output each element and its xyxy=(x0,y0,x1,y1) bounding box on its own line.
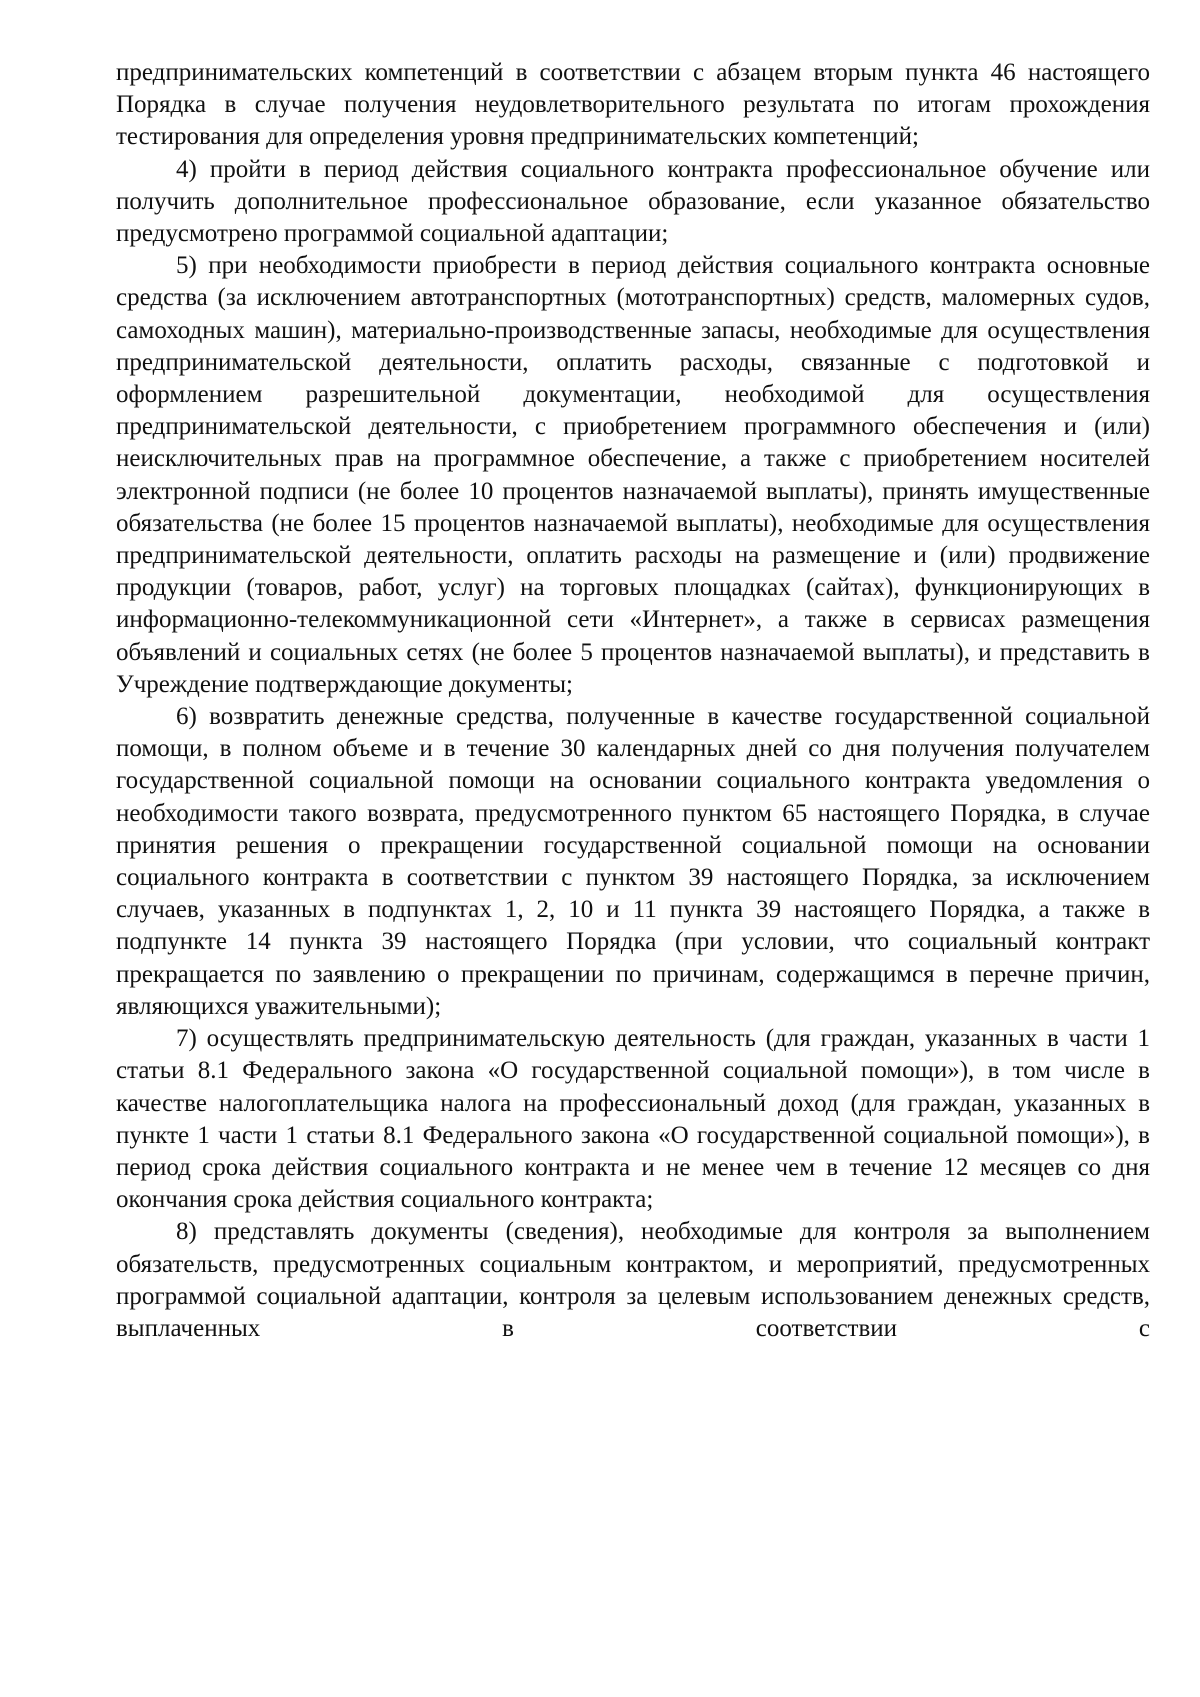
paragraph-item-5: 5) при необходимости приобрести в период действия социального контракта основные средства (за исключением автотранспортных (мототранспортных) средств, маломерных судов, самоходных машин), материально-производственные запасы, необходимые для осуществления предпринимательской деятельности, оплатить расходы, связанные с подготовкой и оформлением разрешительной документации, необходимой для осуществления предпринимательской деятельности, с приобретением программного обеспечения и (или) неисключительных прав на программное обеспечение, а также с приобретением носителей электронной подписи (не более 10 процентов назначаемой выплаты), принять имущественные обязательства (не более 15 процентов назначаемой выплаты), необходимые для осуществления предпринимательской деятельности, оплатить расходы на размещение и (или) продвижение продукции (товаров, работ, услуг) на торговых площадках (сайтах), функционирующих в информационно-телекоммуникационной сети «Интернет», а также в сервисах размещения объявлений и социальных сетях (не более 5 процентов назначаемой выплаты), и представить в Учреждение подтверждающие документы; xyxy=(116,252,1150,698)
paragraph-item-4: 4) пройти в период действия социального контракта профессиональное обучение или получить дополнительное профессиональное образование, если указанное обязательство предусмотрено программой социальной адаптации; xyxy=(116,155,1150,248)
paragraph-item-7: 7) осуществлять предпринимательскую деятельность (для граждан, указанных в части 1 статьи 8.1 Федерального закона «О государственной социальной помощи»), в том числе в качестве налогоплательщика налога на профессиональный доход (для граждан, указанных в пункте 1 части 1 статьи 8.1 Федерального закона «О государственной социальной помощи»), в период срока действия социального контракта и не менее чем в течение 12 месяцев со дня окончания срока действия социального контракта; xyxy=(116,1025,1150,1214)
paragraph-item-6: 6) возвратить денежные средства, полученные в качестве государственной социальной помощи, в полном объеме и в течение 30 календарных дней со дня получения получателем государственной социальной помощи на основании социального контракта уведомления о необходимости такого возврата, предусмотренного пунктом 65 настоящего Порядка, в случае принятия решения о прекращении государственной социальной помощи на основании социального контракта в соответствии с пунктом 39 настоящего Порядка, за исключением случаев, указанных в подпунктах 1, 2, 10 и 11 пункта 39 настоящего Порядка, а также в подпункте 14 пункта 39 настоящего Порядка (при условии, что социальный контракт прекращается по заявлению о прекращении по причинам, содержащимся в перечне причин, являющихся уважительными); xyxy=(116,703,1150,1020)
paragraph-item-8: 8) представлять документы (сведения), необходимые для контроля за выполнением обязательств, предусмотренных социальным контрактом, и мероприятий, предусмотренных программой социальной адаптации, контроля за целевым использованием денежных средств, выплаченных в соответствии с xyxy=(116,1218,1150,1342)
document-body xyxy=(116,57,1150,1345)
paragraph-continuation: предпринимательских компетенций в соответствии с абзацем вторым пункта 46 настоящего Порядка в случае получения неудовлетворительного результата по итогам прохождения тестирования для определения уровня предпринимательских компетенций; xyxy=(116,59,1150,151)
